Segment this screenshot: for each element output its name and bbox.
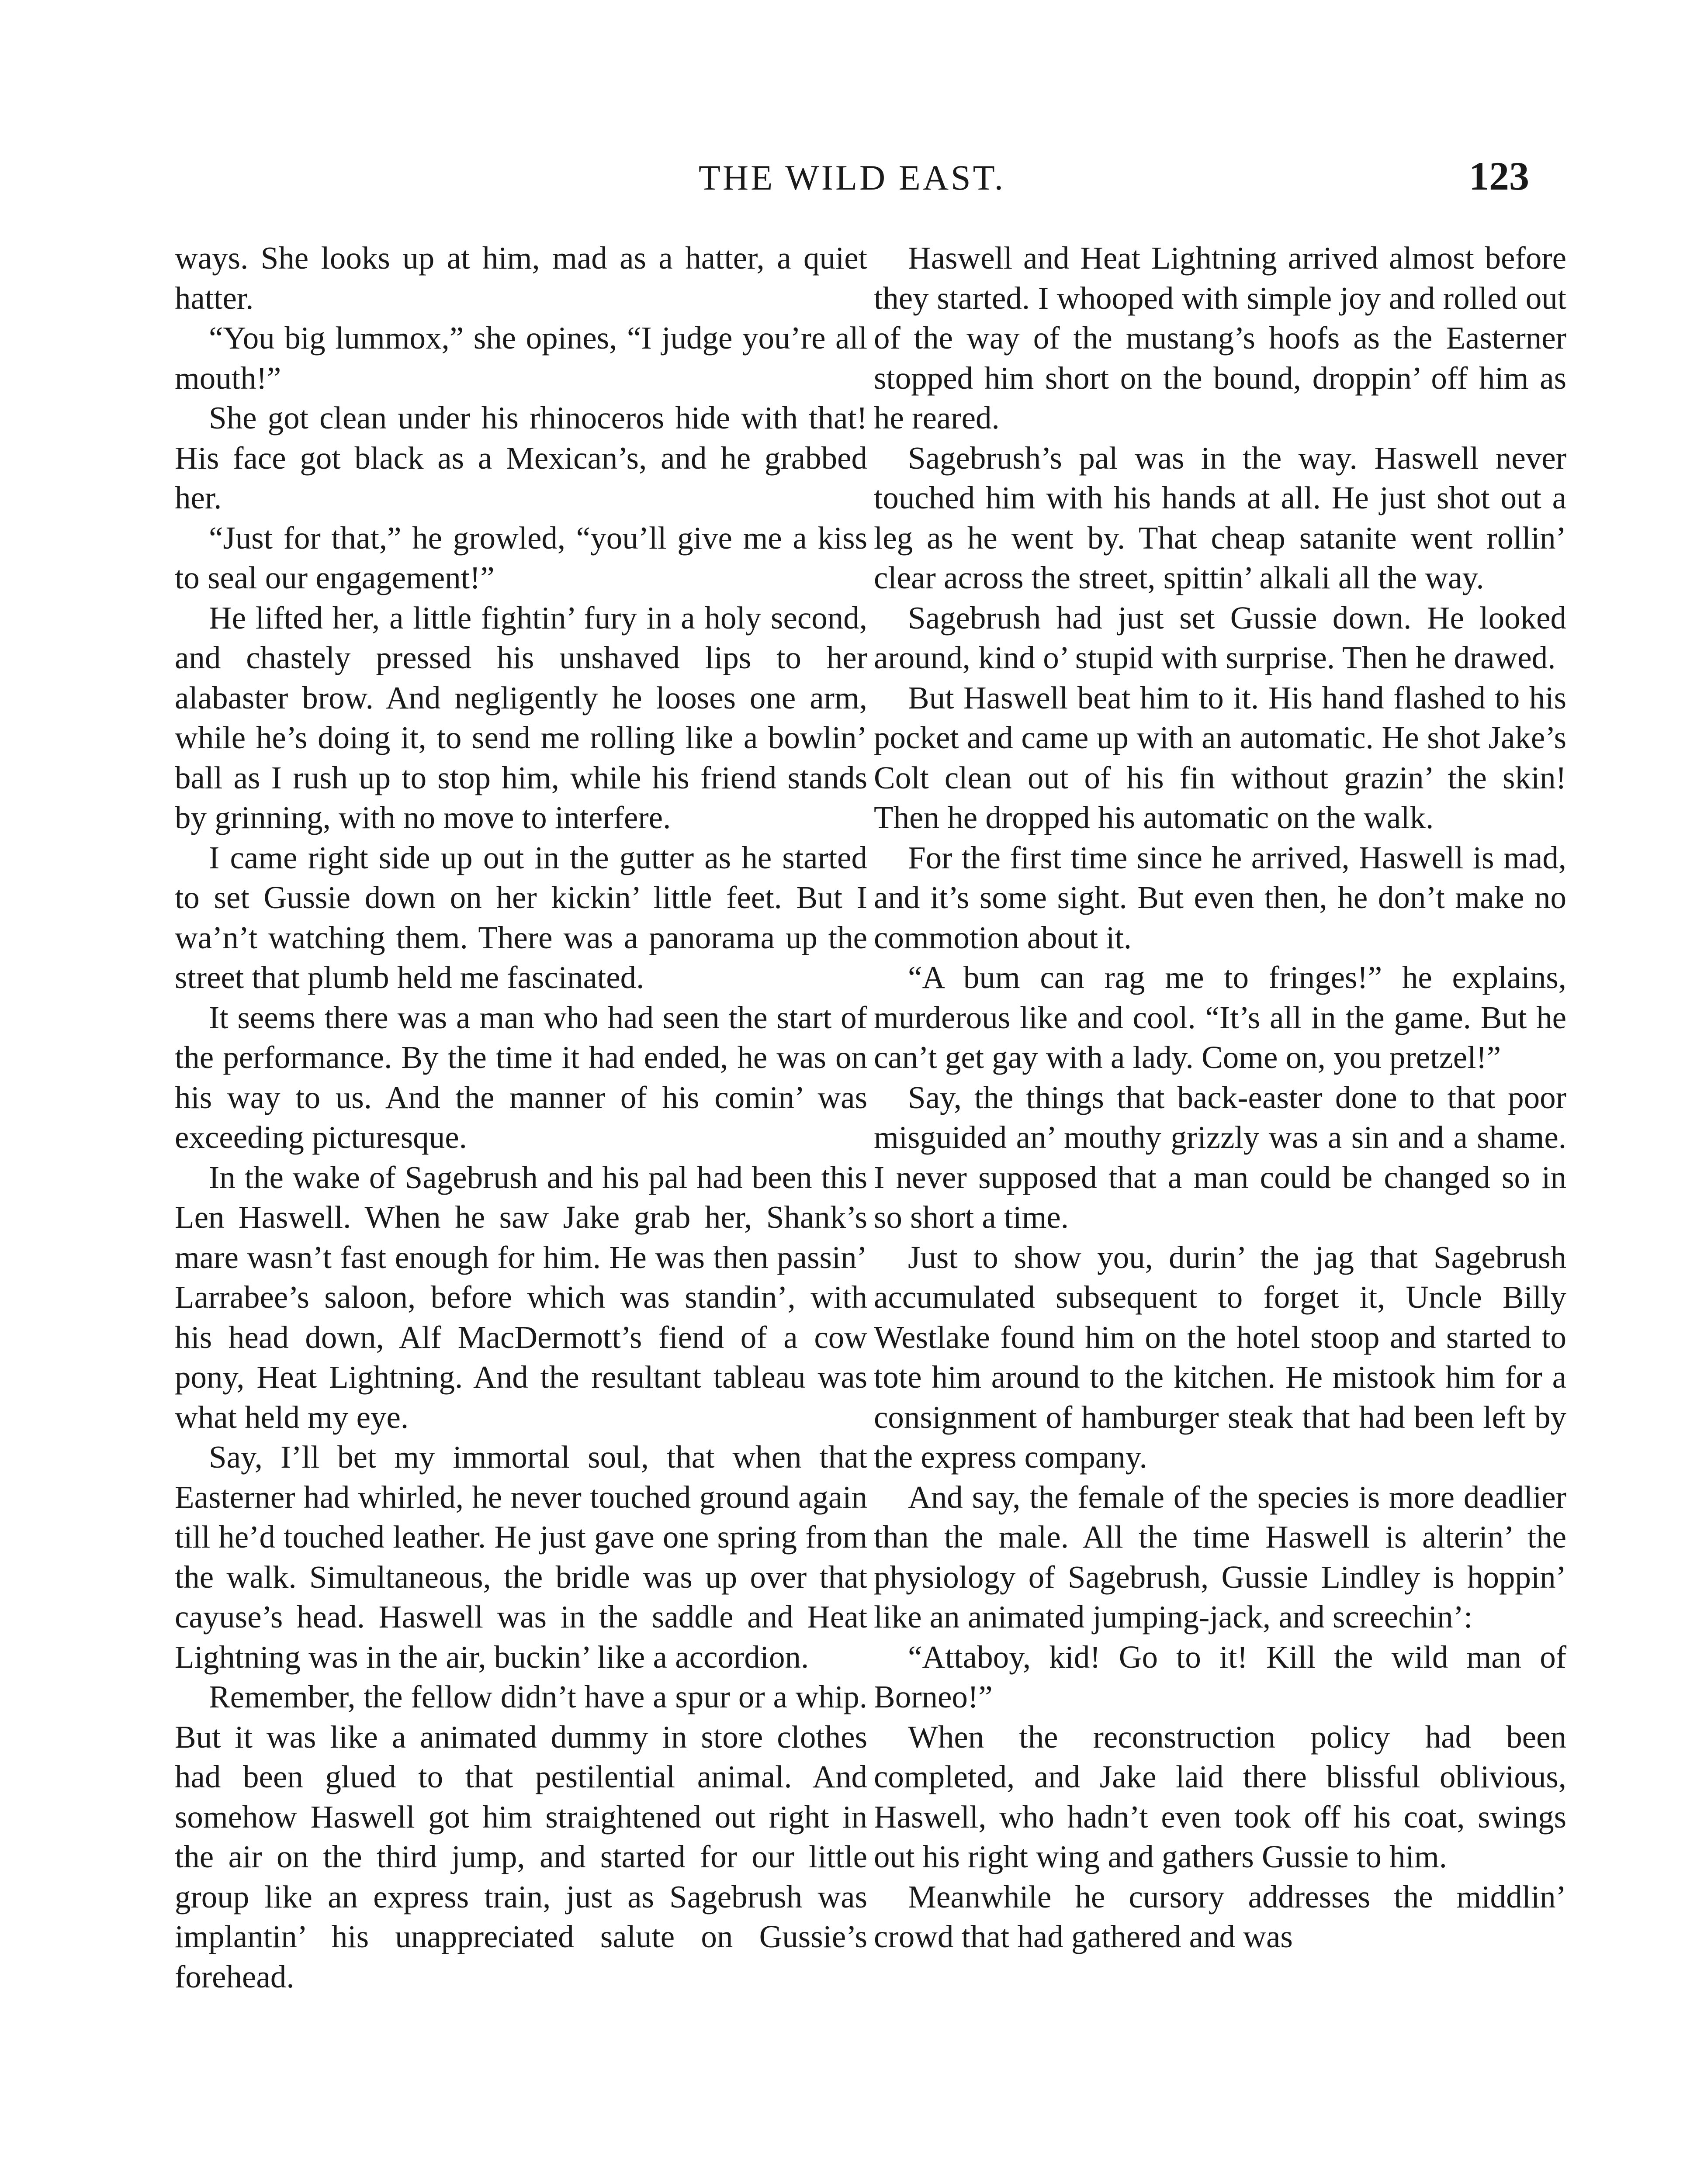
running-title: THE WILD EAST. <box>698 158 1006 197</box>
right-text-column <box>874 238 1566 1957</box>
paragraph: Meanwhile he cursory addresses the middlin’ crowd that had gathered and was <box>874 1879 1566 1954</box>
paragraph: Sagebrush’s pal was in the way. Haswell never touched him with his hands at all. He just shot out a leg as he went by. That cheap satanite went rollin’ clear across the street, spittin’ alkali all the way. <box>874 440 1566 595</box>
page-number: 123 <box>1469 154 1529 198</box>
paragraph: “You big lummox,” she opines, “I judge you’re all mouth!” <box>175 320 867 396</box>
paragraph: Remember, the fellow didn’t have a spur or a whip. But it was like a animated dummy in store clothes had been glued to that pestilential animal. And somehow Haswell got him straightened out right in the air on the third jump, and started for our little group like an express train, just as Sagebrush was implantin’ his unappreciated salute on Gussie’s forehead. <box>175 1679 867 1994</box>
paragraph: I came right side up out in the gutter as he started to set Gussie down on her kickin’ little feet. But I wa’n’t watching them. There was a panorama up the street that plumb held me fascinated. <box>175 840 867 995</box>
paragraph: And say, the female of the species is more deadlier than the male. All the time Haswell is alterin’ the physiology of Sagebrush, Gussie Lindley is hoppin’ like an animated jumping-jack, and screechin’: <box>874 1479 1566 1635</box>
paragraph: It seems there was a man who had seen the start of the performance. By the time it had ended, he was on his way to us. And the manner of his comin’ was exceeding picturesque. <box>175 999 867 1155</box>
paragraph: “Attaboy, kid! Go to it! Kill the wild man of Borneo!” <box>874 1639 1566 1714</box>
paragraph: Just to show you, durin’ the jag that Sagebrush accumulated subsequent to forget it, Uncle Billy Westlake found him on the hotel stoop and started to tote him around to the kitchen. He mistook him for a consignment of hamburger steak that had been left by the express company. <box>874 1239 1566 1475</box>
paragraph: But Haswell beat him to it. His hand flashed to his pocket and came up with an automatic. He shot Jake’s Colt clean out of his fin without grazin’ the skin! Then he dropped his automatic on the walk. <box>874 680 1566 835</box>
left-text-column <box>175 238 867 1997</box>
paragraph: He lifted her, a little fightin’ fury in a holy second, and chastely pressed his unshaved lips to her alabaster brow. And negligently he looses one arm, while he’s doing it, to send me rolling like a bowlin’ ball as I rush up to stop him, while his friend stands by grinning, with no move to interfere. <box>175 600 867 835</box>
paragraph: She got clean under his rhinoceros hide with that! His face got black as a Mexican’s, and he grabbed her. <box>175 400 867 515</box>
paragraph: In the wake of Sagebrush and his pal had been this Len Haswell. When he saw Jake grab her, Shank’s mare wasn’t fast enough for him. He was then passin’ Larrabee’s saloon, before which was standin’, with his head down, Alf MacDermott’s fiend of a cow pony, Heat Lightning. And the resultant tableau was what held my eye. <box>175 1159 867 1435</box>
paragraph: ways. She looks up at him, mad as a hatter, a quiet hatter. <box>175 240 867 316</box>
paragraph: When the reconstruction policy had been completed, and Jake laid there blissful oblivious, Haswell, who hadn’t even took off his coat, swings out his right wing and gathers Gussie to him. <box>874 1719 1566 1874</box>
paragraph: “Just for that,” he growled, “you’ll give me a kiss to seal our engagement!” <box>175 520 867 595</box>
paragraph: Say, I’ll bet my immortal soul, that when that Easterner had whirled, he never touched ground again till he’d touched leather. He just gave one spring from the walk. Simultaneous, the bridle was up over that cayuse’s head. Haswell was in the saddle and Heat Lightning was in the air, buckin’ like a accordion. <box>175 1439 867 1675</box>
paragraph: For the first time since he arrived, Haswell is mad, and it’s some sight. But even then, he don’t make no commotion about it. <box>874 840 1566 955</box>
paragraph: Haswell and Heat Lightning arrived almost before they started. I whooped with simple joy and rolled out of the way of the mustang’s hoofs as the Easterner stopped him short on the bound, droppin’ off him as he reared. <box>874 240 1566 435</box>
page-header <box>175 149 1529 218</box>
paragraph: “A bum can rag me to fringes!” he explains, murderous like and cool. “It’s all in the game. But he can’t get gay with a lady. Come on, you pretzel!” <box>874 960 1566 1075</box>
paragraph: Sagebrush had just set Gussie down. He looked around, kind o’ stupid with surprise. Then he drawed. <box>874 600 1566 675</box>
paragraph: Say, the things that back-easter done to that poor misguided an’ mouthy grizzly was a sin and a shame. I never supposed that a man could be changed so in so short a time. <box>874 1079 1566 1235</box>
